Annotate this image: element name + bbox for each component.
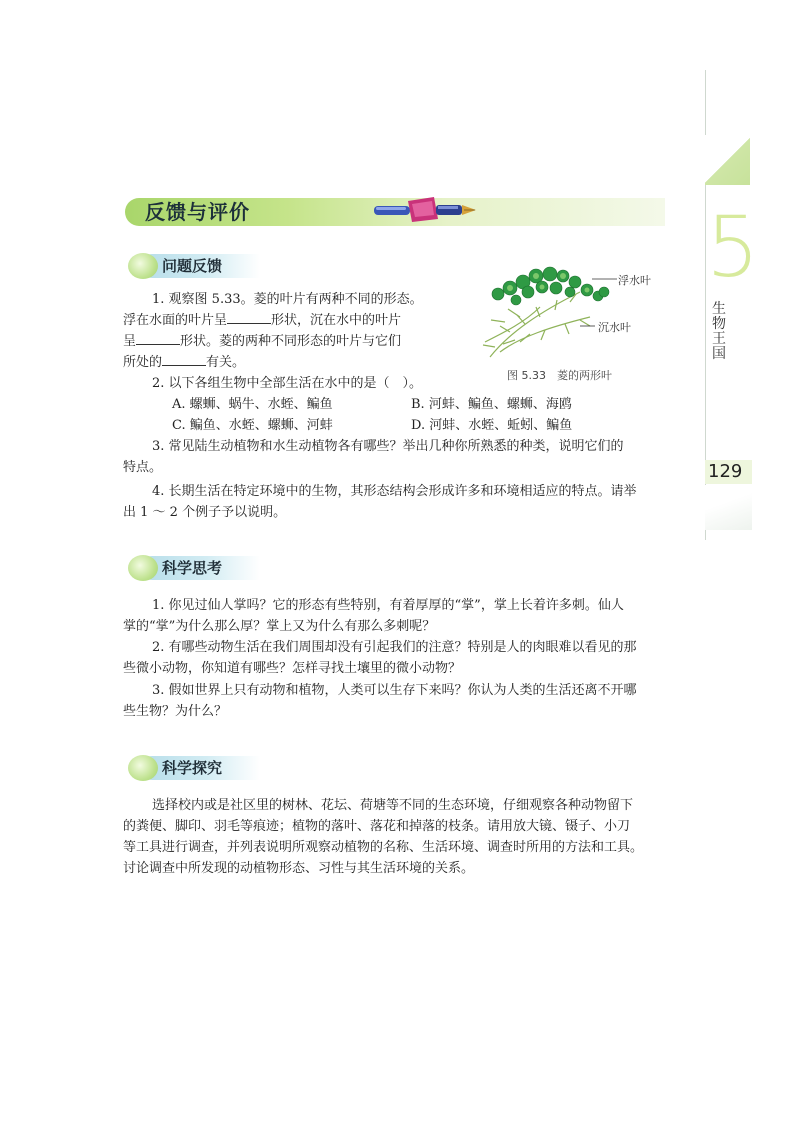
- q1-line-3: 呈 形状。菱的两种不同形态的叶片与它们: [123, 331, 401, 352]
- label-floating-leaf: 浮水叶: [618, 274, 651, 287]
- t2-line-2: 些微小动物，你知道有哪些？怎样寻找土壤里的微小动物？: [123, 661, 462, 676]
- label-submerged-leaf: 沉水叶: [598, 321, 631, 334]
- page-number: 129: [708, 461, 743, 482]
- q2-option-c: C. 鳊鱼、水蛭、螺蛳、河蚌: [172, 418, 333, 433]
- q3-line-2: 特点。: [123, 460, 163, 475]
- q3-line-1: 3. 常见陆生动植物和水生动植物各有哪些？举出几种你所熟悉的种类，说明它们的: [152, 439, 624, 454]
- chapter-number: 5: [706, 198, 760, 296]
- inquiry-line-1: 选择校内或是社区里的树林、花坛、荷塘等不同的生态环境，仔细观察各种动物留下: [152, 798, 634, 813]
- inquiry-heading: 科学探究: [162, 759, 223, 777]
- q1-line-1: 1. 观察图 5.33。菱的叶片有两种不同的形态。: [152, 292, 423, 307]
- chapter-tab-corner: [705, 135, 750, 185]
- q2-option-d: D. 河蚌、水蛭、蚯蚓、鳊鱼: [411, 418, 573, 433]
- water-chestnut-figure: [470, 262, 635, 362]
- figure-caption: 图 5.33 菱的两形叶: [507, 369, 612, 382]
- fountain-pen-icon: [372, 195, 482, 225]
- t3-line-2: 些生物？为什么？: [123, 704, 228, 719]
- inquiry-line-4: 讨论调查中所发现的动植物形态、习性与其生活环境的关系。: [123, 861, 475, 876]
- t1-line-2: 掌的“掌”为什么那么厚？掌上又为什么有那么多刺呢？: [123, 619, 436, 634]
- q4-line-2: 出 1 ～ 2 个例子予以说明。: [123, 505, 287, 520]
- inquiry-line-3: 等工具进行调查，并列表说明所观察动植物的名称、生活环境、调查时所用的方法和工具。: [123, 840, 644, 855]
- inquiry-line-2: 的粪便、脚印、羽毛等痕迹；植物的落叶、落花和掉落的枝条。请用放大镜、镊子、小刀: [123, 819, 631, 834]
- q4-line-1: 4. 长期生活在特定环境中的生物，其形态结构会形成许多和环境相适应的特点。请举: [152, 484, 637, 499]
- feedback-heading: 问题反馈: [162, 257, 223, 275]
- inquiry-heading-dot: [128, 755, 158, 781]
- feedback-heading-dot: [128, 253, 158, 279]
- thinking-heading-dot: [128, 555, 158, 581]
- section-title: 反馈与评价: [145, 200, 250, 224]
- q2-option-b: B. 河蚌、鳊鱼、螺蛳、海鸥: [411, 397, 572, 412]
- t3-line-1: 3. 假如世界上只有动物和植物，人类可以生存下来吗？你认为人类的生活还离不开哪: [152, 683, 637, 698]
- t1-line-1: 1. 你见过仙人掌吗？它的形态有些特别，有着厚厚的“掌”，掌上长着许多刺。仙人: [152, 598, 624, 613]
- q2-text: 2. 以下各组生物中全部生活在水中的是（ ）。: [152, 376, 423, 391]
- chapter-title: 生物王国: [712, 301, 726, 362]
- t2-line-1: 2. 有哪些动物生活在我们周围却没有引起我们的注意？特别是人的肉眼难以看见的那: [152, 640, 637, 655]
- margin-tab-foot: [705, 485, 752, 530]
- q2-option-a: A. 螺蛳、蜗牛、水蛭、鳊鱼: [172, 397, 333, 412]
- q1-line-2: 浮在水面的叶片呈 形状，沉在水中的叶片: [123, 310, 401, 331]
- thinking-heading: 科学思考: [162, 559, 223, 577]
- q1-line-4: 所处的 有关。: [123, 352, 245, 373]
